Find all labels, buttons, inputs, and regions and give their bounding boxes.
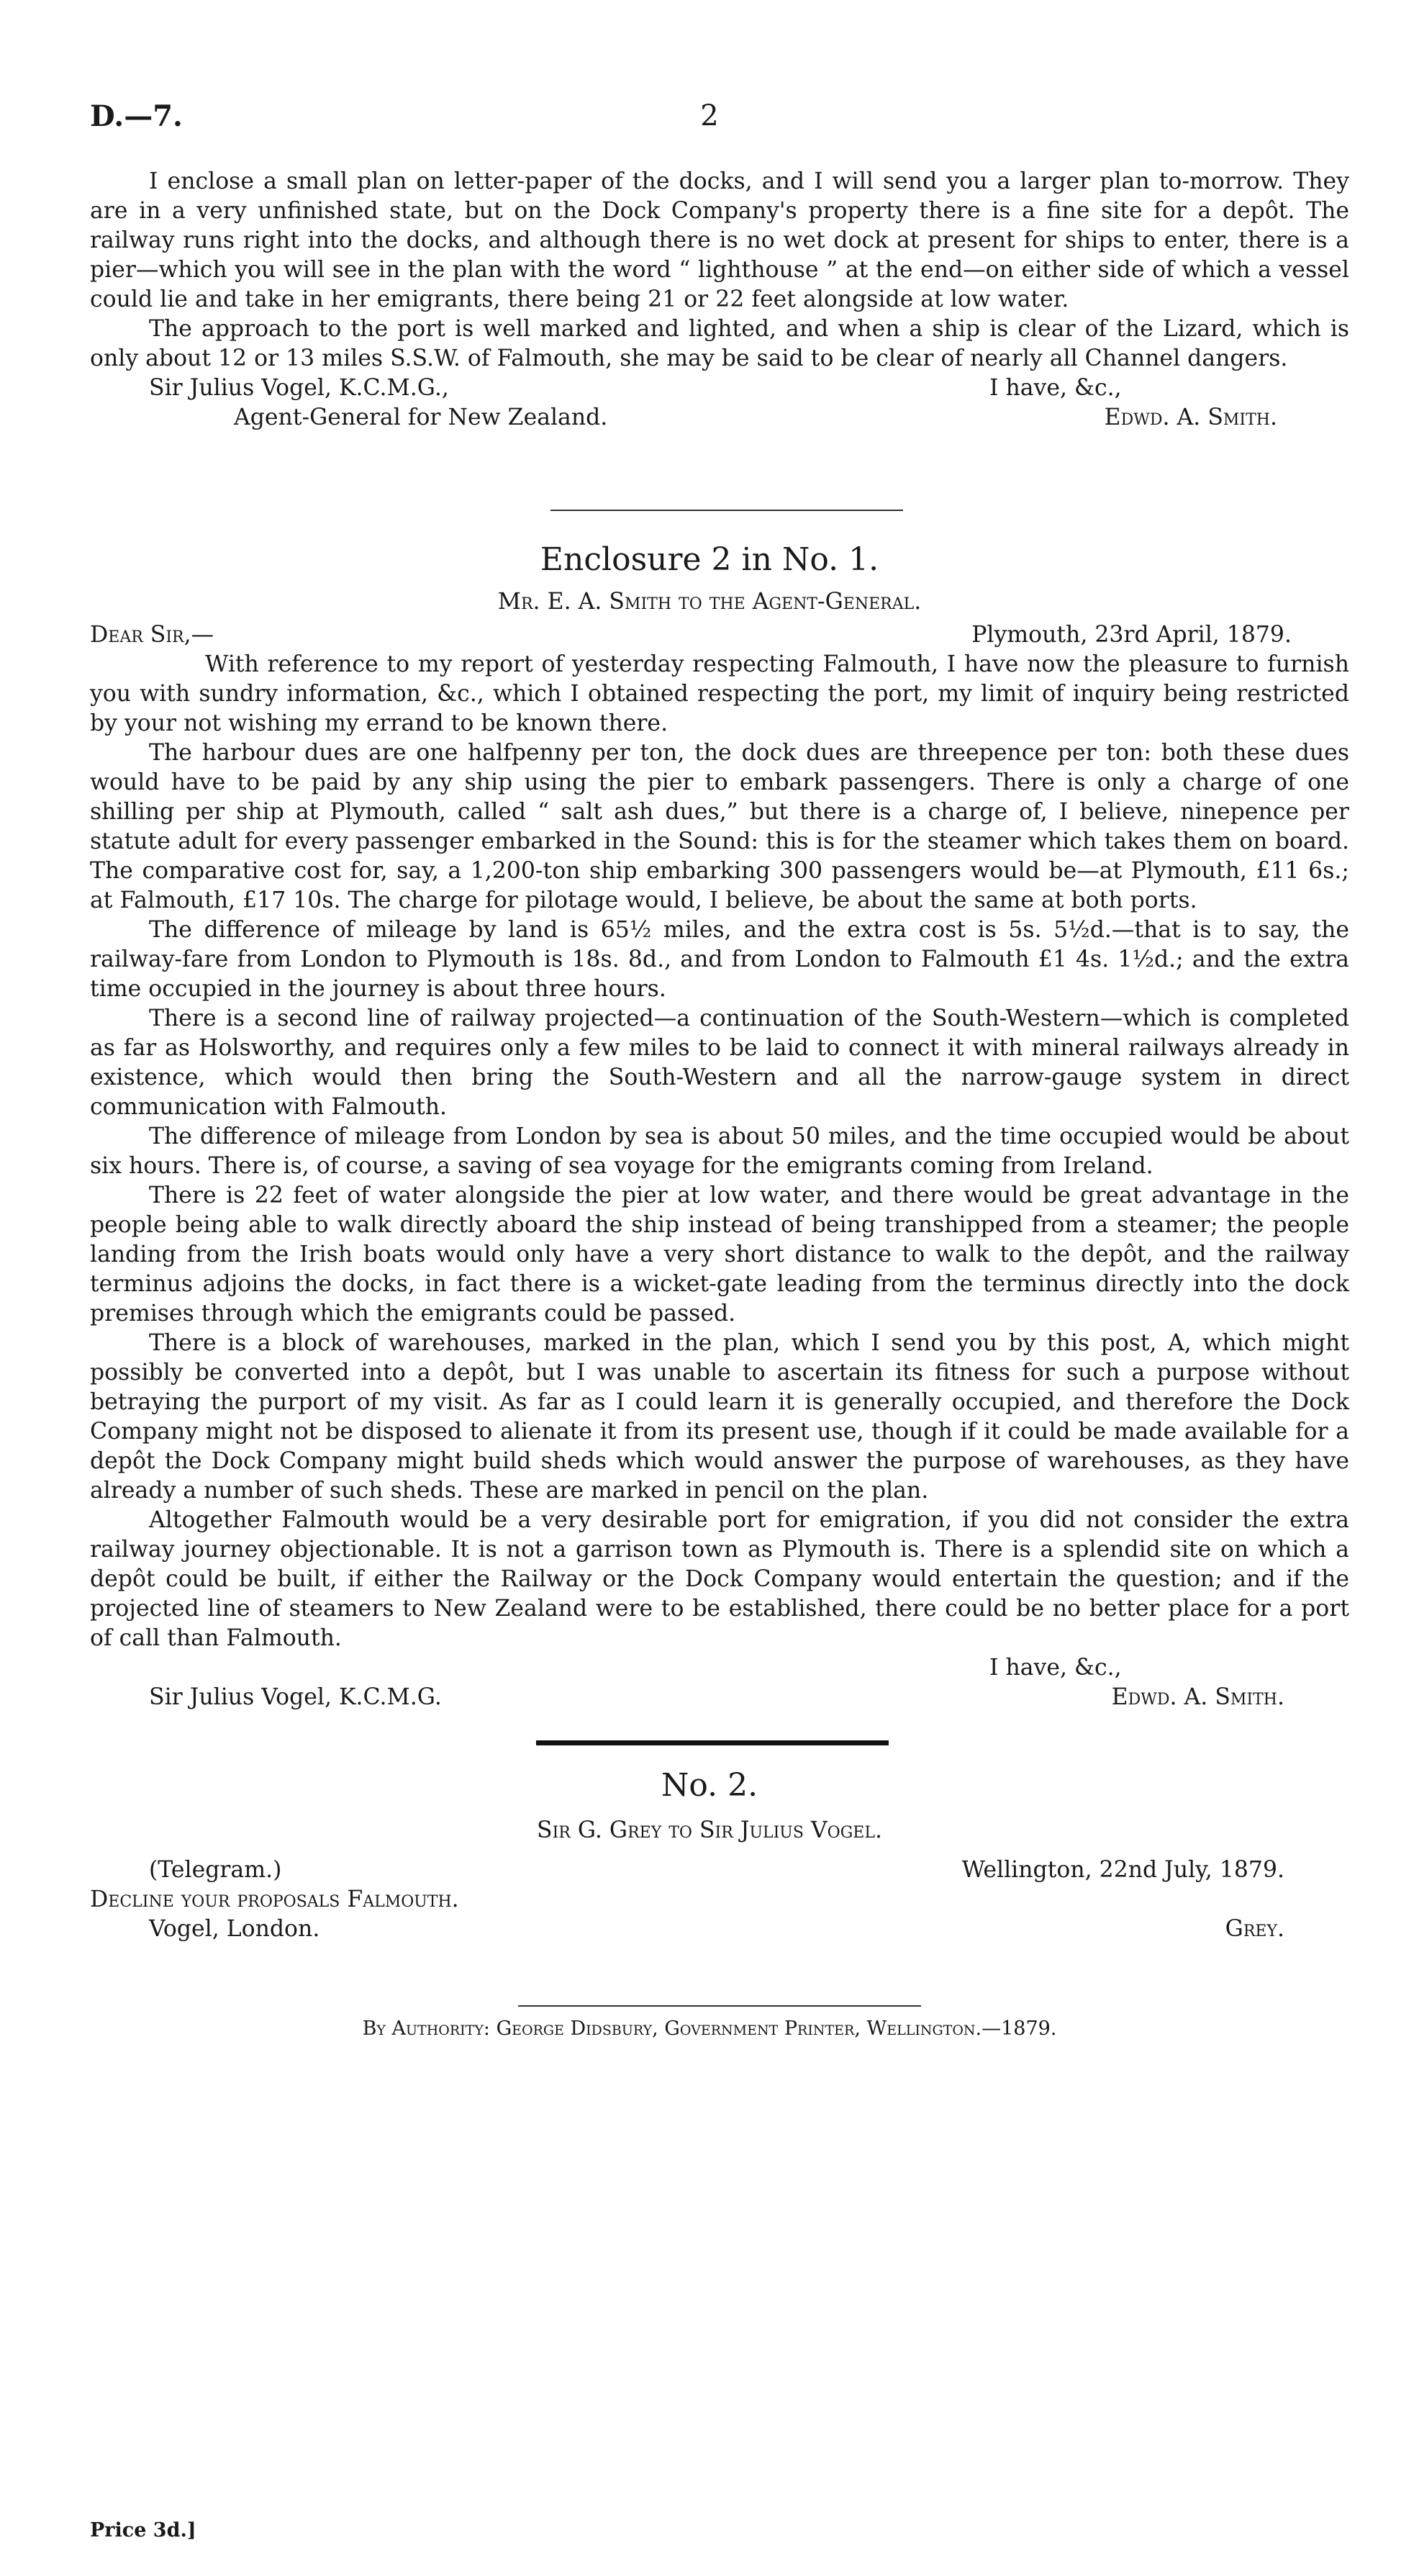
paragraph: The harbour dues are one halfpenny per ton, the dock dues are threepence per ton: both these dues would have to be paid by any ship using the pier to embark passengers. There is only a charge of one shilling per ship at Plymouth, called “ salt ash dues,” but there is a charge of, I believe, ninepence per statute adult for every passenger embarked in the Sound: this is for the steamer which takes them on board. The comparative cost for, say, a 1,200-ton ship embarking 300 passengers would be—at Plymouth, £11 6s.; at Falmouth, £17 10s. The charge for pilotage would, I believe, be about the same at both ports. [90, 740, 1349, 913]
closing-row [90, 374, 1349, 403]
closing: I have, &c., [989, 375, 1122, 401]
telegram-address: Vogel, London. [149, 1916, 320, 1942]
printer-credit [0, 2017, 1419, 2040]
document-code: D.—7. [90, 99, 183, 133]
place-date: Wellington, 22nd July, 1879. [961, 1857, 1284, 1883]
address-row [90, 1915, 1349, 1944]
addressee-title: Agent-General for New Zealand. [234, 405, 608, 430]
page-number: 2 [700, 99, 719, 132]
salutation: Dear Sir,— [90, 622, 214, 648]
telegram-row [90, 1856, 1349, 1885]
salutation-row [90, 620, 1349, 650]
closing-row [90, 1653, 1349, 1683]
paragraph: The difference of mileage by land is 65½ miles, and the extra cost is 5s. 5½d.—that is to say, the railway-fare from London to Plymouth is 18s. 8d., and from London to Falmouth £1 4s. 1½d.; and the extra time occupied in the journey is about three hours. [90, 917, 1349, 1002]
telegram [90, 1856, 1349, 1944]
message-row [90, 1885, 1349, 1915]
signature-row [90, 1683, 1349, 1712]
paragraph: There is a second line of railway projected—a continuation of the South-Western—which is completed as far as Holsworthy, and requires only a few miles to be laid to connect it with mineral railways already in existence, which would then bring the South-Western and all the narrow-gauge system in direct communication with Falmouth. [90, 1005, 1349, 1120]
signature: Edwd. A. Smith. [1111, 1684, 1284, 1710]
telegram-message: Decline your proposals Falmouth. [90, 1886, 459, 1912]
from-line: Mr. E. A. Smith to the Agent-General. [497, 589, 922, 615]
section-divider [536, 1740, 889, 1745]
enclosure-letter [90, 620, 1349, 1712]
price: Price 3d.] [90, 2519, 196, 2541]
paragraph: The approach to the port is well marked and lighted, and when a ship is clear of the Lizard, which is only about 12 or 13 miles S.S.W. of Falmouth, she may be said to be clear of nearly all Channel dangers. [90, 316, 1349, 371]
signature-row [90, 403, 1349, 433]
enclosure-heading: Enclosure 2 in No. 1. [540, 541, 879, 578]
divider [550, 510, 903, 511]
paragraph: There is a block of warehouses, marked in the plan, which I send you by this post, A, which might possibly be converted into a depôt, but I was unable to ascertain its fitness for such a purpose without betraying the purport of my visit. As far as I could learn it is generally occupied, and therefore the Dock Company might not be disposed to alienate it from its present use, though if it could be made available for a depôt the Dock Company might build sheds which would answer the purpose of warehouses, as they have already a number of such sheds. These are marked in pencil on the plan. [90, 1330, 1349, 1504]
letter-continuation [90, 167, 1349, 433]
paragraph: With reference to my report of yesterday respecting Falmouth, I have now the pleasure to furnish you with sundry information, &c., which I obtained respecting the port, my limit of inquiry being restricted by your not wishing my errand to be known there. [90, 651, 1349, 736]
paragraph: Altogether Falmouth would be a very desirable port for emigration, if you did not consider the extra railway journey objectionable. It is not a garrison town as Plymouth is. There is a splendid site on which a depôt could be built, if either the Railway or the Dock Company would entertain the question; and if the projected line of steamers to New Zealand were to be established, there could be no better place for a port of call than Falmouth. [90, 1507, 1349, 1651]
place-date: Plymouth, 23rd April, 1879. [971, 622, 1292, 648]
signature: Grey. [1225, 1916, 1284, 1942]
divider [518, 2005, 921, 2007]
section-heading: No. 2. [661, 1767, 758, 1804]
paragraph: There is 22 feet of water alongside the pier at low water, and there would be great advantage in the people being able to walk directly aboard the ship instead of being transhipped from a steamer; the people landing from the Irish boats would only have a very short distance to walk to the depôt, and the railway terminus adjoins the docks, in fact there is a wicket-gate leading from the terminus directly into the dock premises through which the emigrants could be passed. [90, 1183, 1349, 1327]
addressee: Sir Julius Vogel, K.C.M.G., [149, 375, 449, 401]
authority-line: By Authority: George Didsbury, Government Printer, Wellington.—1879. [362, 2017, 1057, 2040]
from-line: Sir G. Grey to Sir Julius Vogel. [537, 1817, 882, 1843]
telegram-label: (Telegram.) [149, 1857, 282, 1883]
signature: Edwd. A. Smith. [1104, 405, 1277, 430]
paragraph: I enclose a small plan on letter-paper of the docks, and I will send you a larger plan to-morrow. They are in a very unfinished state, but on the Dock Company's property there is a fine site for a depôt. The railway runs right into the docks, and although there is no wet dock at present for ships to enter, there is a pier—which you will see in the plan with the word “ lighthouse ” at the end—on either side of which a vessel could lie and take in her emigrants, there being 21 or 22 feet alongside at low water. [90, 168, 1349, 312]
closing: I have, &c., [989, 1655, 1122, 1681]
addressee: Sir Julius Vogel, K.C.M.G. [149, 1684, 442, 1710]
paragraph: The difference of mileage from London by sea is about 50 miles, and the time occupied would be about six hours. There is, of course, a saving of sea voyage for the emigrants coming from Ireland. [90, 1124, 1349, 1179]
